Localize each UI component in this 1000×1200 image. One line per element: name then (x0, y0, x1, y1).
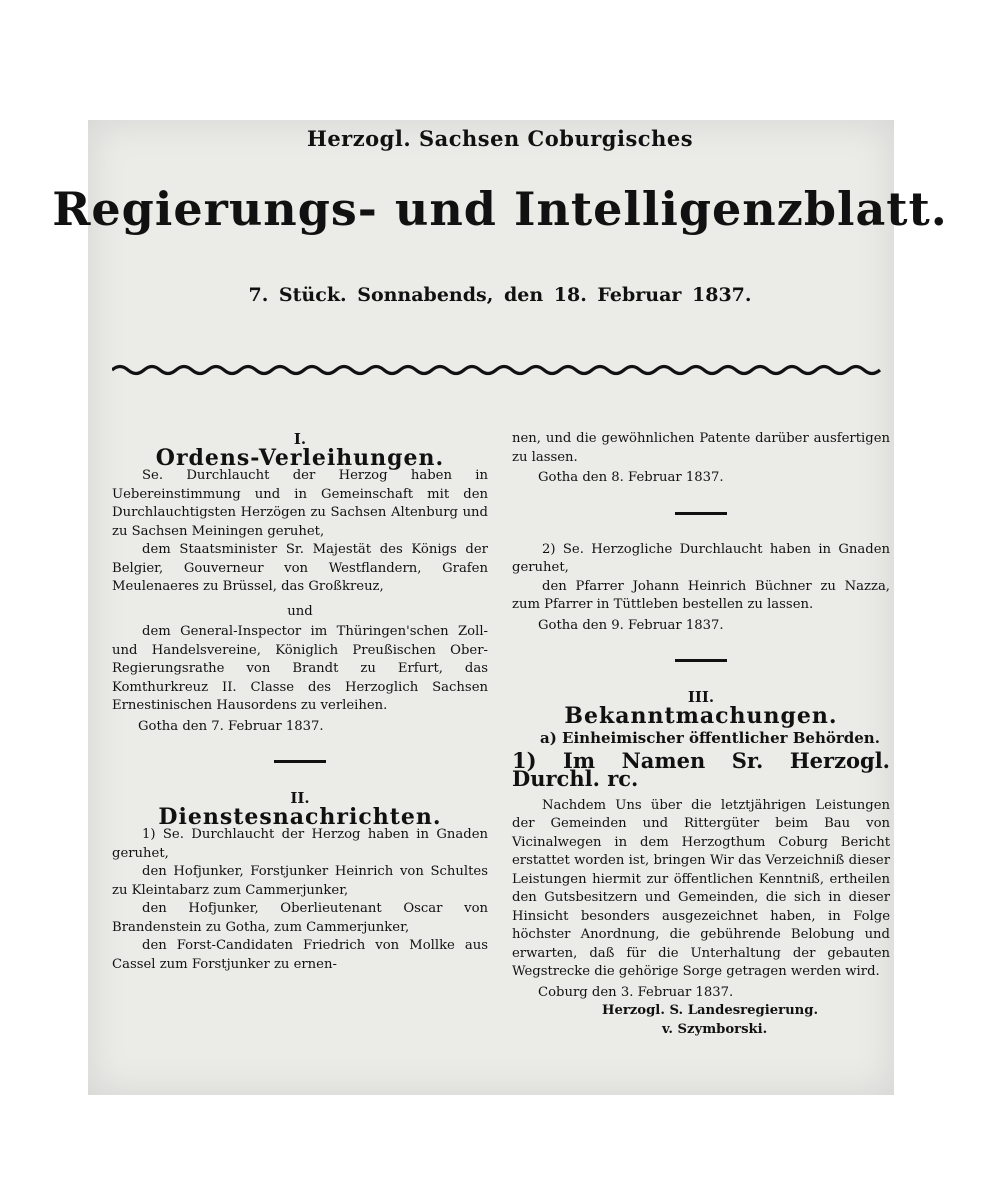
left-column (112, 430, 488, 974)
paragraph: den Hofjunker, Oberlieutenant Oscar von Brandenstein zu Gotha, zum Cammerjunker, (112, 901, 488, 935)
section-title: Dienstesnachrichten. (158, 803, 442, 830)
paragraph: 2) Se. Herzogliche Durchlaucht haben in Gnaden geruhet, (512, 541, 890, 575)
paragraph: den Pfarrer Johann Heinrich Büchner zu Nazza, zum Pfarrer in Tüttleben bestellen zu lassen. (512, 578, 890, 612)
short-divider (274, 760, 326, 763)
conjunction: und (287, 603, 313, 619)
section-number: III. (687, 688, 715, 706)
issue-number: 7. Stück. (248, 284, 347, 306)
paragraph: dem Staatsminister Sr. Majestät des Königs der Belgier, Gouverneur von Westflandern, Grafen Meulenaeres zu Brüssel, das Großkreuz, (112, 542, 488, 594)
date-line: Gotha den 8. Februar 1837. (538, 470, 724, 485)
signature-name: v. Szymborski. (662, 1021, 768, 1037)
section-number: I. (293, 430, 307, 448)
date-line: Gotha den 7. Februar 1837. (138, 718, 324, 734)
issue-line (0, 284, 1000, 306)
date-line: Gotha den 9. Februar 1837. (538, 617, 724, 633)
paragraph: Nachdem Uns über die letztjährigen Leistungen der Gemeinden und Rittergüter beim Bau von Vicinalwegen in dem Herzogthum Coburg Bericht erstattet worden ist, bringen Wir das Verzeichniß dieser Leistungen hiermit zur öffentlichen Kenntniß, ertheilen den Gutsbesitzern und Gemeinden, die sich in dieser Hinsicht besonders ausgezeichnet haben, in Folge höchster Anordnung, die gebührende Belobung und erwarten, daß für die Unterhaltung der gebauten Wegstrecke die gehörige Sorge getragen werden wird. (512, 797, 890, 979)
proclamation-heading: 1) Im Namen Sr. Herzogl. Durchl. rc. (512, 747, 890, 791)
paragraph: Se. Durchlaucht der Herzog haben in Uebereinstimmung und in Gemeinschaft mit den Durchlauchtigsten Herzögen zu Sachsen Altenburg und zu Sachsen Meiningen geruhet, (112, 468, 488, 539)
paragraph: 1) Se. Durchlaucht der Herzog haben in Gnaden geruhet, (112, 827, 488, 861)
section-number: II. (290, 789, 310, 807)
section-title: Ordens-Verleihungen. (155, 444, 445, 471)
short-divider (675, 512, 727, 515)
paragraph: dem General-Inspector im Thüringen'schen Zoll- und Handelsvereine, Königlich Preußischen Ober-Regierungsrathe von Brandt zu Erfurt, das Komthurkreuz II. Classe des Herzoglich Sachsen Ernestinischen Hausordens zu verleihen. (112, 624, 488, 713)
paragraph: den Forst-Candidaten Friedrich von Mollke aus Cassel zum Forstjunker zu ernen- (112, 938, 488, 972)
wavy-divider (112, 362, 882, 378)
section-title: Bekanntmachungen. (564, 702, 838, 729)
date-line: Coburg den 3. Februar 1837. (538, 984, 734, 1000)
short-divider (675, 659, 727, 662)
paragraph: den Hofjunker, Forstjunker Heinrich von Schultes zu Kleintabarz zum Cammerjunker, (112, 864, 488, 898)
signature-authority: Herzogl. S. Landesregierung. (602, 1003, 819, 1018)
right-column (512, 430, 890, 1039)
paragraph: nen, und die gewöhnlichen Patente darüber ausfertigen zu lassen. (512, 431, 890, 465)
issue-date: Sonnabends, den 18. Februar 1837. (357, 284, 752, 306)
supertitle: Herzogl. Sachsen Coburgisches (306, 126, 694, 151)
page-title: Regierungs- und Intelligenzblatt. (52, 182, 948, 236)
subheading: a) Einheimischer öffentlicher Behörden. (540, 729, 880, 747)
